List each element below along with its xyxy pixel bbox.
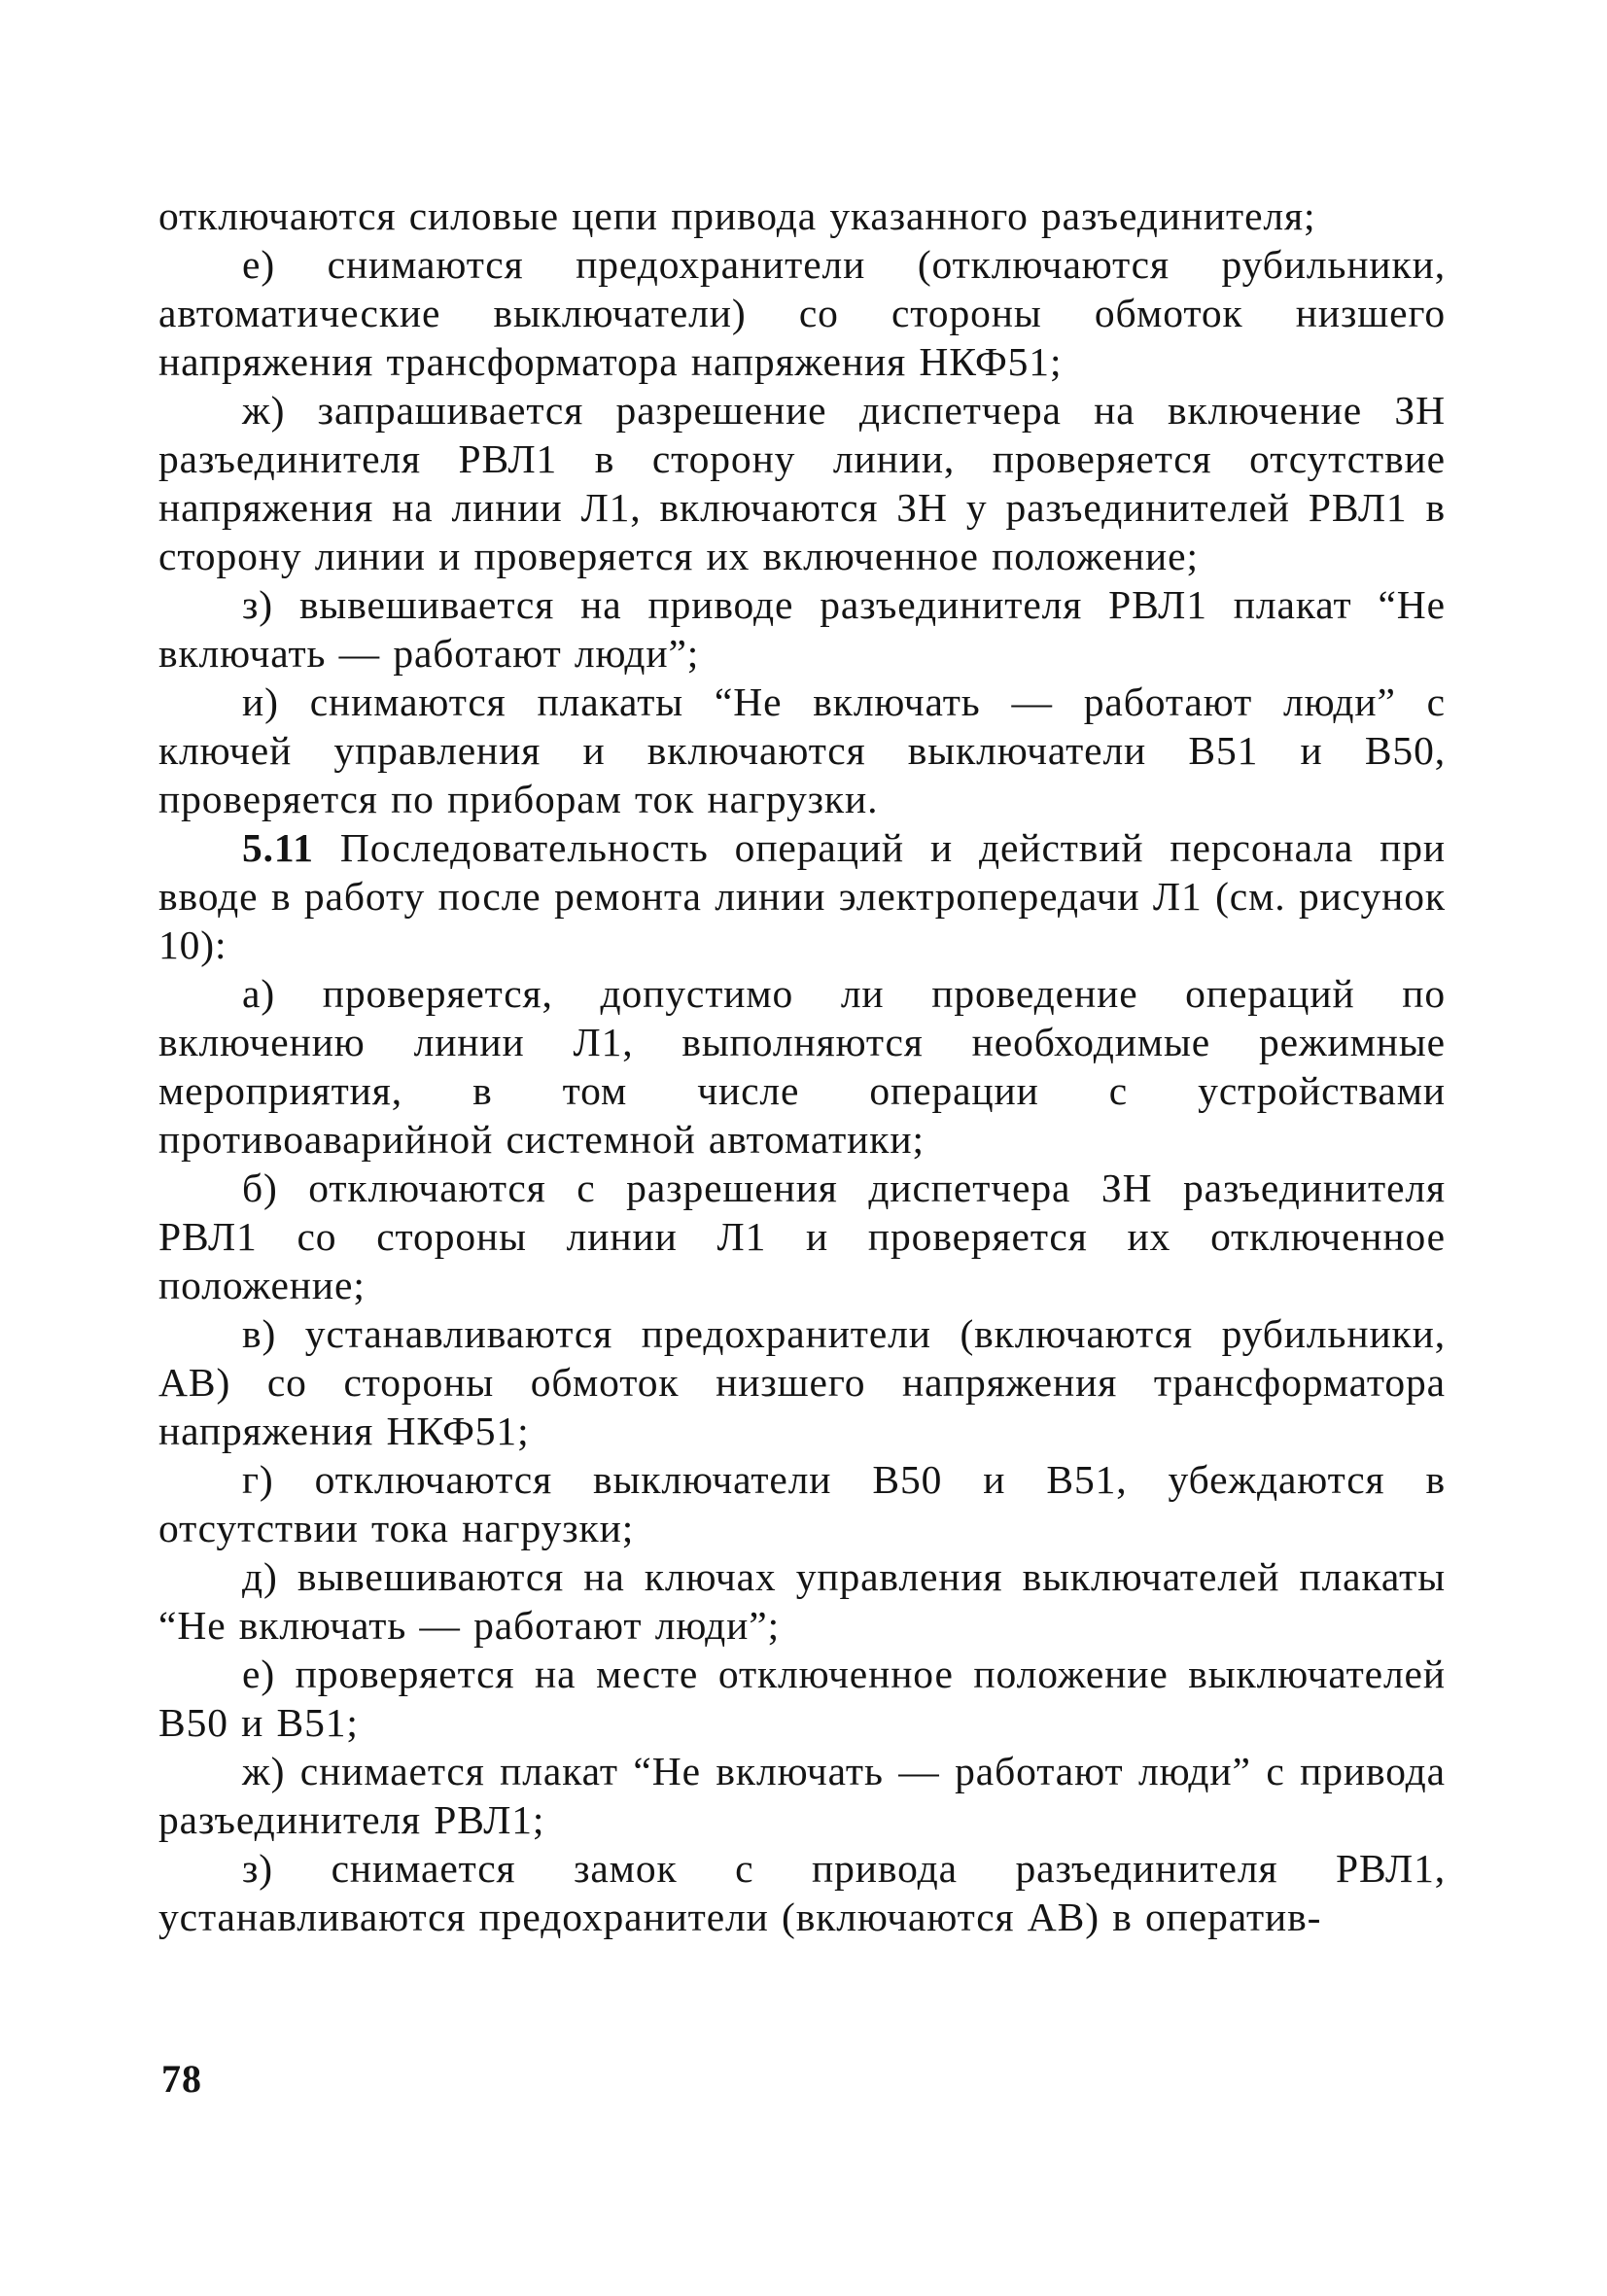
paragraph-8 (158, 1164, 1446, 1309)
paragraph-13 (158, 1747, 1446, 1844)
paragraph-text: з) вывешивается на приводе разъединителя РВЛ1 плакат “Не включать — работают люди”; (158, 582, 1446, 676)
paragraph-text: а) проверяется, допустимо ли проведение операций по включению линии Л1, выполняются необходимые режимные мероприятия, в том числе операции с устройствами противоаварийной системной автоматики; (158, 971, 1446, 1162)
paragraph-text: ж) снимается плакат “Не включать — работают люди” с привода разъединителя РВЛ1; (158, 1749, 1446, 1842)
section-5-11-paragraph (158, 823, 1446, 969)
page-number: 78 (161, 2057, 202, 2101)
section-number: 5.11 (242, 825, 314, 870)
paragraph-2 (158, 240, 1446, 386)
paragraph-14 (158, 1844, 1446, 1941)
body-text (158, 191, 1446, 1941)
paragraph-10 (158, 1455, 1446, 1552)
paragraph-text: е) снимаются предохранители (отключаются рубильники, автоматические выключатели) со стороны обмоток низшего напряжения трансформатора напряжения НКФ51; (158, 242, 1446, 384)
paragraph-12 (158, 1650, 1446, 1747)
paragraph-5 (158, 678, 1446, 823)
paragraph-11 (158, 1552, 1446, 1650)
paragraph-7 (158, 969, 1446, 1164)
paragraph-text: и) снимаются плакаты “Не включать — работают люди” с ключей управления и включаются выключатели В51 и В50, проверяется по приборам ток нагрузки. (158, 679, 1446, 821)
paragraph-text: г) отключаются выключатели В50 и В51, убеждаются в отсутствии тока нагрузки; (158, 1457, 1446, 1550)
paragraph-text: Последовательность операций и действий персонала при вводе в работу после ремонта линии электропередачи Л1 (см. рисунок 10): (158, 825, 1446, 967)
paragraph-text: д) вывешиваются на ключах управления выключателей плакаты “Не включать — работают люди”; (158, 1554, 1446, 1648)
paragraph-1 (158, 191, 1446, 240)
paragraph-text: з) снимается замок с привода разъединителя РВЛ1, устанавливаются предохранители (включаются АВ) в оператив- (158, 1846, 1446, 1939)
paragraph-text: ж) запрашивается разрешение диспетчера на включение ЗН разъединителя РВЛ1 в сторону линии, проверяется отсутствие напряжения на линии Л1, включаются ЗН у разъединителей РВЛ1 в сторону линии и проверяется их включенное положение; (158, 388, 1446, 578)
paragraph-text: е) проверяется на месте отключенное положение выключателей В50 и В51; (158, 1652, 1446, 1745)
paragraph-9 (158, 1309, 1446, 1455)
paragraph-4 (158, 580, 1446, 678)
paragraph-text: отключаются силовые цепи привода указанного разъединителя; (158, 193, 1316, 238)
paragraph-text: б) отключаются с разрешения диспетчера ЗН разъединителя РВЛ1 со стороны линии Л1 и проверяется их отключенное положение; (158, 1165, 1446, 1307)
paragraph-text: в) устанавливаются предохранители (включаются рубильники, АВ) со стороны обмоток низшего напряжения трансформатора напряжения НКФ51; (158, 1311, 1446, 1453)
paragraph-3 (158, 386, 1446, 580)
